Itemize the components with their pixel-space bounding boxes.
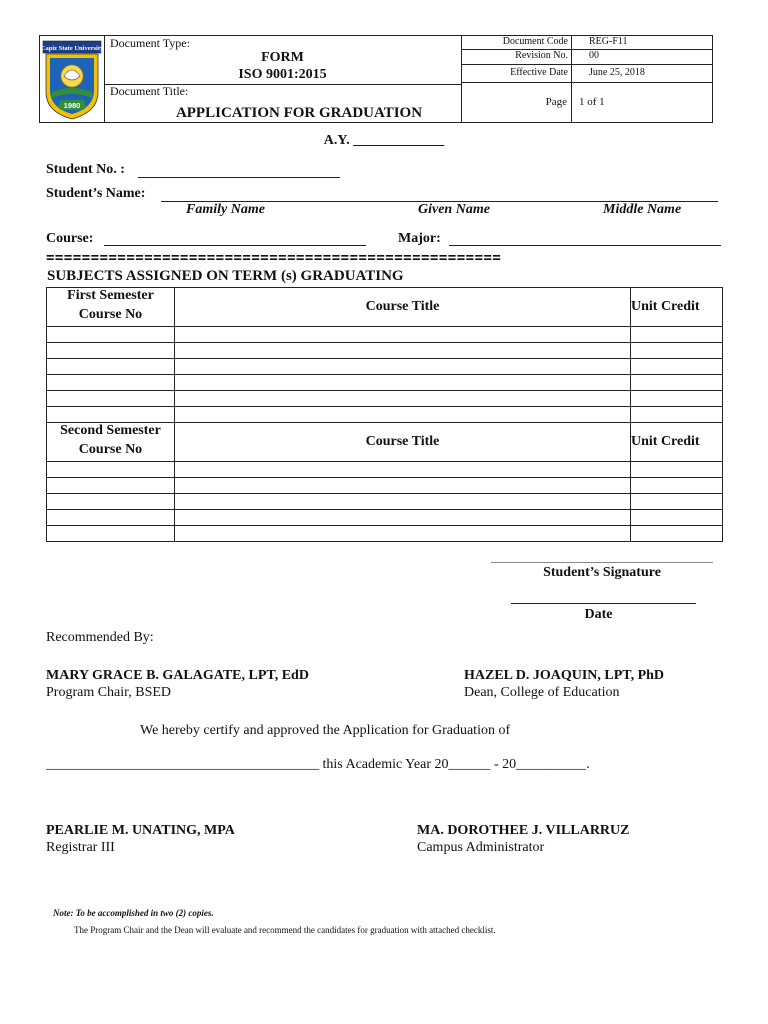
course-no-cell[interactable] — [47, 343, 175, 359]
student-number-label: Student No. : — [46, 162, 125, 177]
table-row[interactable] — [47, 391, 723, 407]
logo-text-top: Capiz State University — [42, 45, 102, 52]
meta-label-page: Page — [545, 96, 567, 108]
course-no-cell[interactable] — [47, 391, 175, 407]
note-title: Note: To be accomplished in two (2) copies. — [53, 908, 214, 918]
first-semester-label: First Semester — [67, 288, 154, 303]
course-no-label: Course No — [78, 442, 143, 457]
meta-label-code: Document Code — [502, 36, 568, 47]
meta-value-revision: 00 — [589, 50, 599, 61]
meta-value-code: REG-F11 — [589, 36, 628, 47]
course-title-header: Course Title — [175, 423, 631, 462]
table-row[interactable] — [47, 478, 723, 494]
iso-label: ISO 9001:2015 — [238, 67, 327, 82]
student-signature-label: Student’s Signature — [543, 565, 661, 580]
meta-value-page: 1 of 1 — [579, 96, 605, 108]
signatory-name: PEARLIE M. UNATING, MPA — [46, 823, 235, 838]
date-label: Date — [584, 607, 613, 622]
course-title-cell[interactable] — [175, 391, 631, 407]
course-no-cell[interactable] — [47, 526, 175, 542]
table-row[interactable] — [47, 494, 723, 510]
unit-credit-cell[interactable] — [631, 359, 723, 375]
unit-credit-header: Unit Credit — [631, 288, 723, 327]
document-title: APPLICATION FOR GRADUATION — [175, 105, 423, 121]
separator-line: =================================================== — [46, 250, 502, 266]
unit-credit-cell[interactable] — [631, 343, 723, 359]
signatory-title: Campus Administrator — [417, 840, 545, 855]
signatory-name: HAZEL D. JOAQUIN, LPT, PhD — [464, 668, 665, 683]
unit-credit-cell[interactable] — [631, 407, 723, 423]
table-row[interactable] — [47, 359, 723, 375]
family-name-caption: Family Name — [186, 202, 265, 217]
meta-label-date: Effective Date — [510, 67, 568, 78]
course-title-cell[interactable] — [175, 510, 631, 526]
course-title-cell[interactable] — [175, 478, 631, 494]
major-label: Major: — [398, 231, 441, 246]
course-title-cell[interactable] — [175, 327, 631, 343]
course-title-cell[interactable] — [175, 526, 631, 542]
second-semester-label: Second Semester — [60, 423, 161, 438]
document-type-label: Document Type: — [110, 36, 190, 50]
date-line[interactable] — [511, 603, 696, 604]
course-title-cell[interactable] — [175, 343, 631, 359]
first-semester-course-no-header — [47, 288, 175, 327]
course-title-cell[interactable] — [175, 375, 631, 391]
document-title-label: Document Title: — [110, 84, 189, 98]
student-number-field[interactable] — [138, 177, 340, 178]
course-title-cell[interactable] — [175, 494, 631, 510]
note-body: The Program Chair and the Dean will evaluate and recommend the candidates for graduation with attached checklist. — [74, 925, 496, 935]
unit-credit-cell[interactable] — [631, 478, 723, 494]
table-row[interactable] — [47, 343, 723, 359]
table-row[interactable] — [47, 510, 723, 526]
signatory-name: MA. DOROTHEE J. VILLARRUZ — [417, 823, 630, 838]
meta-label-revision: Revision No. — [515, 50, 568, 61]
table-row[interactable] — [47, 407, 723, 423]
subjects-heading: SUBJECTS ASSIGNED ON TERM (s) GRADUATING — [47, 268, 404, 284]
certify-line[interactable]: _______________________________________ this Academic Year 20______ - 20__________. — [46, 757, 590, 772]
form-label: FORM — [261, 50, 304, 65]
course-title-header: Course Title — [175, 288, 631, 327]
university-logo — [42, 40, 102, 120]
table-row[interactable] — [47, 375, 723, 391]
course-no-cell[interactable] — [47, 359, 175, 375]
meta-value-date: June 25, 2018 — [589, 67, 645, 78]
second-semester-header-row — [47, 423, 723, 462]
unit-credit-cell[interactable] — [631, 375, 723, 391]
signatory-name: MARY GRACE B. GALAGATE, LPT, EdD — [46, 668, 309, 683]
recommended-by-label: Recommended By: — [46, 630, 154, 645]
unit-credit-cell[interactable] — [631, 327, 723, 343]
course-field[interactable] — [104, 245, 366, 246]
unit-credit-cell[interactable] — [631, 391, 723, 407]
unit-credit-cell[interactable] — [631, 510, 723, 526]
second-semester-course-no-header — [47, 423, 175, 462]
unit-credit-cell[interactable] — [631, 462, 723, 478]
course-title-cell[interactable] — [175, 407, 631, 423]
course-no-cell[interactable] — [47, 478, 175, 494]
course-no-cell[interactable] — [47, 494, 175, 510]
unit-credit-cell[interactable] — [631, 494, 723, 510]
signatory-title: Dean, College of Education — [464, 685, 620, 700]
course-no-cell[interactable] — [47, 407, 175, 423]
course-no-cell[interactable] — [47, 510, 175, 526]
course-title-cell[interactable] — [175, 359, 631, 375]
subjects-table — [46, 287, 723, 542]
first-semester-header-row — [47, 288, 723, 327]
given-name-caption: Given Name — [418, 202, 490, 217]
major-field[interactable] — [449, 245, 721, 246]
signatory-title: Registrar III — [46, 840, 115, 855]
course-no-cell[interactable] — [47, 327, 175, 343]
unit-credit-header: Unit Credit — [631, 423, 723, 462]
table-row[interactable] — [47, 526, 723, 542]
course-label: Course: — [46, 231, 94, 246]
course-title-cell[interactable] — [175, 462, 631, 478]
signatory-title: Program Chair, BSED — [46, 685, 172, 700]
academic-year[interactable]: A.Y. _____________ — [323, 133, 445, 148]
student-name-label: Student’s Name: — [46, 186, 146, 201]
table-row[interactable] — [47, 327, 723, 343]
course-no-cell[interactable] — [47, 462, 175, 478]
certify-text: We hereby certify and approved the Application for Graduation of — [140, 723, 511, 738]
document-header — [39, 35, 713, 123]
middle-name-caption: Middle Name — [603, 202, 682, 217]
unit-credit-cell[interactable] — [631, 526, 723, 542]
course-no-cell[interactable] — [47, 375, 175, 391]
student-signature-line[interactable] — [491, 562, 713, 563]
table-row[interactable] — [47, 462, 723, 478]
logo-year: 1980 — [63, 101, 81, 110]
course-no-label: Course No — [78, 307, 143, 322]
